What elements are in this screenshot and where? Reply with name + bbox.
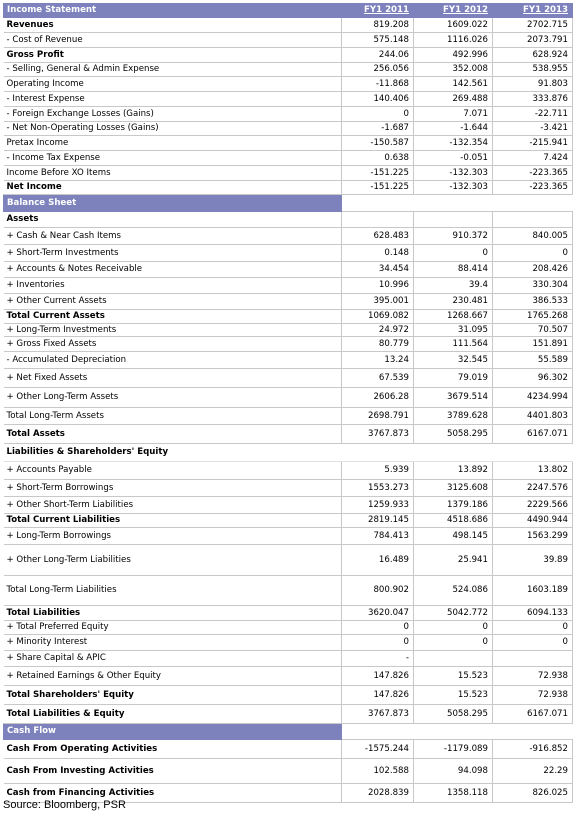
row-label: Cash From Investing Activities [4, 759, 342, 784]
value-cell: 1563.299 [493, 528, 573, 545]
value-cell: 0.638 [342, 151, 414, 166]
value-cell: 147.826 [342, 667, 414, 686]
value-cell: 0 [493, 621, 573, 635]
value-cell: 34.454 [342, 262, 414, 278]
row-label: + Net Fixed Assets [4, 369, 342, 388]
value-cell: 352.008 [414, 63, 493, 77]
value-cell: 1259.933 [342, 497, 414, 514]
value-cell: 538.955 [493, 63, 573, 77]
value-cell: -1.687 [342, 122, 414, 136]
value-cell [493, 212, 573, 228]
value-cell: 1268.667 [414, 310, 493, 324]
table-row-total-shareholders-equity [4, 686, 573, 705]
value-cell: 22.29 [493, 759, 573, 784]
table-row-selling-general-admin-expense [4, 63, 573, 77]
table-row-cost-of-revenue [4, 33, 573, 48]
table-row-total-long-term-assets [4, 408, 573, 425]
subsection-title-row [4, 444, 573, 462]
row-label: Total Current Liabilities [4, 514, 342, 528]
row-label: - Foreign Exchange Losses (Gains) [4, 107, 342, 122]
value-cell: 0 [414, 245, 493, 262]
row-label: + Inventories [4, 278, 342, 294]
value-cell: 2247.576 [493, 480, 573, 497]
value-cell: 784.413 [342, 528, 414, 545]
row-label: + Other Short-Term Liabilities [4, 497, 342, 514]
value-cell [493, 651, 573, 667]
value-cell: -3.421 [493, 122, 573, 136]
value-cell: 230.481 [414, 294, 493, 310]
value-cell: 575.148 [342, 33, 414, 48]
table-row-other-short-term-liabilities [4, 497, 573, 514]
value-cell: 2698.791 [342, 408, 414, 425]
table-row-assets [4, 212, 573, 228]
value-cell: 1379.186 [414, 497, 493, 514]
table-row-gross-fixed-assets [4, 337, 573, 352]
row-label: + Accounts Payable [4, 462, 342, 480]
value-cell: 24.972 [342, 324, 414, 337]
section-title: Cash Flow [4, 724, 342, 740]
row-label: - Interest Expense [4, 92, 342, 107]
value-cell: 256.056 [342, 63, 414, 77]
value-cell: 7.424 [493, 151, 573, 166]
row-label: Net Income [4, 181, 342, 195]
value-cell: 111.564 [414, 337, 493, 352]
value-cell: -223.365 [493, 166, 573, 181]
table-row-total-liabilities [4, 606, 573, 621]
row-label: - Accumulated Depreciation [4, 352, 342, 369]
row-label: Revenues [4, 18, 342, 33]
value-cell: -11.868 [342, 77, 414, 92]
section-title: Income Statement [4, 4, 342, 18]
value-cell: -151.225 [342, 181, 414, 195]
row-label: - Cost of Revenue [4, 33, 342, 48]
row-label: Total Current Assets [4, 310, 342, 324]
value-cell: 96.302 [493, 369, 573, 388]
row-label: + Long-Term Investments [4, 324, 342, 337]
value-cell: 4401.803 [493, 408, 573, 425]
value-cell: 333.876 [493, 92, 573, 107]
table-row-foreign-exchange-losses-gains [4, 107, 573, 122]
table-row-pretax-income [4, 136, 573, 151]
row-label: Cash from Financing Activities [4, 784, 342, 803]
value-cell: 269.488 [414, 92, 493, 107]
table-row-short-term-investments [4, 245, 573, 262]
value-cell: 39.89 [493, 545, 573, 576]
value-cell: 94.098 [414, 759, 493, 784]
table-row-other-long-term-liabilities [4, 545, 573, 576]
value-cell: -1575.244 [342, 740, 414, 759]
value-cell: 6167.071 [493, 425, 573, 444]
row-label: + Cash & Near Cash Items [4, 228, 342, 245]
value-cell: 840.005 [493, 228, 573, 245]
value-cell: -0.051 [414, 151, 493, 166]
value-cell: 15.523 [414, 686, 493, 705]
value-cell: 102.588 [342, 759, 414, 784]
value-cell: - [342, 651, 414, 667]
value-cell: 1765.268 [493, 310, 573, 324]
column-header: FY1 2013 [493, 4, 573, 18]
section-header-cash-flow [4, 724, 573, 740]
value-cell: 0 [342, 635, 414, 651]
value-cell: 2229.566 [493, 497, 573, 514]
table-row-total-assets [4, 425, 573, 444]
value-cell: 151.891 [493, 337, 573, 352]
value-cell: 826.025 [493, 784, 573, 803]
row-label: Gross Profit [4, 48, 342, 63]
value-cell: 72.938 [493, 667, 573, 686]
value-cell: 208.426 [493, 262, 573, 278]
table-row-share-capital-apic [4, 651, 573, 667]
value-cell: 15.523 [414, 667, 493, 686]
value-cell: -132.303 [414, 181, 493, 195]
value-cell: 2073.791 [493, 33, 573, 48]
value-cell: -132.303 [414, 166, 493, 181]
value-cell: 819.208 [342, 18, 414, 33]
row-label: Total Liabilities [4, 606, 342, 621]
value-cell: -1179.089 [414, 740, 493, 759]
value-cell: 0 [493, 245, 573, 262]
value-cell: 244.06 [342, 48, 414, 63]
table-row-long-term-investments [4, 324, 573, 337]
table-row-revenues [4, 18, 573, 33]
value-cell: 3767.873 [342, 425, 414, 444]
table-row-income-tax-expense [4, 151, 573, 166]
value-cell: 13.892 [414, 462, 493, 480]
value-cell: -132.354 [414, 136, 493, 151]
table-row-accounts-payable [4, 462, 573, 480]
table-row-total-liabilities-equity [4, 705, 573, 724]
row-label: - Selling, General & Admin Expense [4, 63, 342, 77]
value-cell: 67.539 [342, 369, 414, 388]
value-cell: 91.803 [493, 77, 573, 92]
value-cell: 13.802 [493, 462, 573, 480]
row-label: Total Long-Term Assets [4, 408, 342, 425]
value-cell: 7.071 [414, 107, 493, 122]
value-cell: 492.996 [414, 48, 493, 63]
row-label: Total Liabilities & Equity [4, 705, 342, 724]
value-cell: 2819.145 [342, 514, 414, 528]
row-label: + Accounts & Notes Receivable [4, 262, 342, 278]
value-cell: 395.001 [342, 294, 414, 310]
value-cell: 3767.873 [342, 705, 414, 724]
table-row-net-income [4, 181, 573, 195]
row-label: + Short-Term Investments [4, 245, 342, 262]
table-row-gross-profit [4, 48, 573, 63]
table-row-total-preferred-equity [4, 621, 573, 635]
column-header: FY1 2012 [414, 4, 493, 18]
row-label: Pretax Income [4, 136, 342, 151]
value-cell: 4490.944 [493, 514, 573, 528]
value-cell: 16.489 [342, 545, 414, 576]
row-label: Total Shareholders' Equity [4, 686, 342, 705]
value-cell: -1.644 [414, 122, 493, 136]
value-cell: 147.826 [342, 686, 414, 705]
table-row-short-term-borrowings [4, 480, 573, 497]
row-label: + Other Long-Term Assets [4, 388, 342, 408]
value-cell: 5.939 [342, 462, 414, 480]
value-cell: 1069.082 [342, 310, 414, 324]
value-cell: 524.086 [414, 576, 493, 606]
row-label: + Gross Fixed Assets [4, 337, 342, 352]
value-cell: -916.852 [493, 740, 573, 759]
value-cell: 628.924 [493, 48, 573, 63]
income-statement-header-row [4, 4, 573, 18]
value-cell: 55.589 [493, 352, 573, 369]
table-row-minority-interest [4, 635, 573, 651]
value-cell: 386.533 [493, 294, 573, 310]
row-label: Operating Income [4, 77, 342, 92]
value-cell: 13.24 [342, 352, 414, 369]
value-cell: -22.711 [493, 107, 573, 122]
value-cell: 31.095 [414, 324, 493, 337]
value-cell: 498.145 [414, 528, 493, 545]
value-cell: 1603.189 [493, 576, 573, 606]
table-row-other-long-term-assets [4, 388, 573, 408]
value-cell: 140.406 [342, 92, 414, 107]
value-cell: 4518.686 [414, 514, 493, 528]
row-label: + Other Current Assets [4, 294, 342, 310]
value-cell: 25.941 [414, 545, 493, 576]
value-cell: 3789.628 [414, 408, 493, 425]
value-cell: 330.304 [493, 278, 573, 294]
value-cell [414, 651, 493, 667]
value-cell: 79.019 [414, 369, 493, 388]
section-header-balance-sheet [4, 195, 573, 212]
value-cell: 3125.608 [414, 480, 493, 497]
row-label: + Minority Interest [4, 635, 342, 651]
value-cell: -223.365 [493, 181, 573, 195]
value-cell: 70.507 [493, 324, 573, 337]
row-label: Assets [4, 212, 342, 228]
table-row-accumulated-depreciation [4, 352, 573, 369]
value-cell: -151.225 [342, 166, 414, 181]
table-row-cash-from-investing-activities [4, 759, 573, 784]
financial-table [3, 3, 573, 803]
section-title: Balance Sheet [4, 195, 342, 212]
value-cell: 2028.839 [342, 784, 414, 803]
value-cell: 5042.772 [414, 606, 493, 621]
value-cell: 2702.715 [493, 18, 573, 33]
value-cell: 628.483 [342, 228, 414, 245]
table-row-long-term-borrowings [4, 528, 573, 545]
value-cell [342, 212, 414, 228]
value-cell: 0 [493, 635, 573, 651]
table-row-retained-earnings-other-equity [4, 667, 573, 686]
value-cell: 6167.071 [493, 705, 573, 724]
row-label: - Income Tax Expense [4, 151, 342, 166]
value-cell [414, 212, 493, 228]
column-header: FY1 2011 [342, 4, 414, 18]
value-cell: 1358.118 [414, 784, 493, 803]
row-label: + Short-Term Borrowings [4, 480, 342, 497]
value-cell: 32.545 [414, 352, 493, 369]
value-cell: 800.902 [342, 576, 414, 606]
table-row-total-current-assets [4, 310, 573, 324]
value-cell: 5058.295 [414, 425, 493, 444]
table-row-total-long-term-liabilities [4, 576, 573, 606]
value-cell: 39.4 [414, 278, 493, 294]
table-row-cash-from-operating-activities [4, 740, 573, 759]
row-label: Total Long-Term Liabilities [4, 576, 342, 606]
table-row-interest-expense [4, 92, 573, 107]
row-label: + Other Long-Term Liabilities [4, 545, 342, 576]
table-row-net-fixed-assets [4, 369, 573, 388]
subsection-title: Liabilities & Shareholders' Equity [4, 444, 573, 462]
row-label: - Net Non-Operating Losses (Gains) [4, 122, 342, 136]
value-cell: 1553.273 [342, 480, 414, 497]
row-label: Cash From Operating Activities [4, 740, 342, 759]
row-label: + Long-Term Borrowings [4, 528, 342, 545]
row-label: + Share Capital & APIC [4, 651, 342, 667]
table-row-income-before-xo-items [4, 166, 573, 181]
financial-table-body [4, 4, 573, 803]
table-row-other-current-assets [4, 294, 573, 310]
row-label: + Total Preferred Equity [4, 621, 342, 635]
value-cell: 3620.047 [342, 606, 414, 621]
source-note: Source: Bloomberg, PSR [3, 799, 126, 811]
value-cell: 6094.133 [493, 606, 573, 621]
value-cell: 2606.28 [342, 388, 414, 408]
value-cell: 0 [342, 621, 414, 635]
value-cell: 910.372 [414, 228, 493, 245]
value-cell: 0 [342, 107, 414, 122]
table-row-total-current-liabilities [4, 514, 573, 528]
value-cell: 88.414 [414, 262, 493, 278]
table-row-inventories [4, 278, 573, 294]
row-label: + Retained Earnings & Other Equity [4, 667, 342, 686]
value-cell: 1609.022 [414, 18, 493, 33]
value-cell: -215.941 [493, 136, 573, 151]
value-cell: 5058.295 [414, 705, 493, 724]
table-row-operating-income [4, 77, 573, 92]
value-cell: 0.148 [342, 245, 414, 262]
value-cell: 0 [414, 635, 493, 651]
value-cell: 3679.514 [414, 388, 493, 408]
value-cell: 10.996 [342, 278, 414, 294]
value-cell: 0 [414, 621, 493, 635]
row-label: Income Before XO Items [4, 166, 342, 181]
value-cell: 142.561 [414, 77, 493, 92]
value-cell: 4234.994 [493, 388, 573, 408]
value-cell: 80.779 [342, 337, 414, 352]
table-row-net-non-operating-losses-gains [4, 122, 573, 136]
value-cell: 72.938 [493, 686, 573, 705]
row-label: Total Assets [4, 425, 342, 444]
table-row-cash-near-cash-items [4, 228, 573, 245]
value-cell: 1116.026 [414, 33, 493, 48]
value-cell: -150.587 [342, 136, 414, 151]
table-row-accounts-notes-receivable [4, 262, 573, 278]
